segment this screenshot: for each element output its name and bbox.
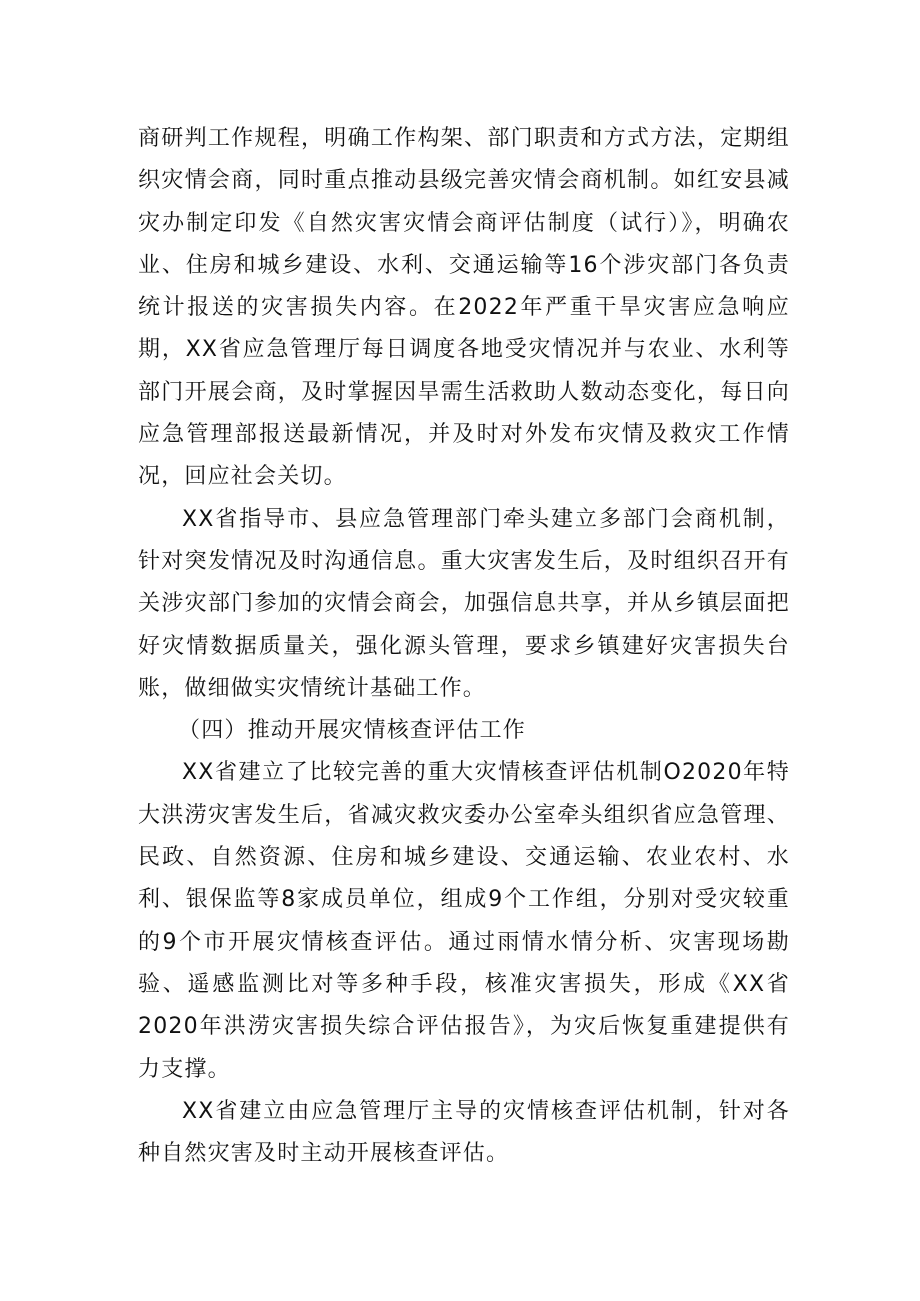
paragraph-verification-led: XX省建立由应急管理厅主导的灾情核查评估机制，针对各种自然灾害及时主动开展核查评估。 <box>138 1098 790 1167</box>
paragraph-continued: 商研判工作规程，明确工作构架、部门职责和方式方法，定期组织灾情会商，同时重点推动县级完善灾情会商机制。如红安县减灾办制定印发《自然灾害灾情会商评估制度（试行）》，明确农业、住房和城乡建设、水利、交通运输等16个涉灾部门各负责统计报送的灾害损失内容。在2022年严重干旱灾害应急响应期，XX省应急管理厅每日调度各地受灾情况并与农业、水利等部门开展会商，及时掌握因旱需生活救助人数动态变化，每日向应急管理部报送最新情况，并及时对外发布灾情及救灾工作情况，回应社会关切。 <box>138 126 790 490</box>
paragraph-consultation-mechanism: XX省指导市、县应急管理部门牵头建立多部门会商机制，针对突发情况及时沟通信息。重大灾害发生后，及时组织召开有关涉灾部门参加的灾情会商会，加强信息共享，并从乡镇层面把好灾情数据质量关，强化源头管理，要求乡镇建好灾害损失台账，做细做实灾情统计基础工作。 <box>138 506 790 701</box>
section-heading: （四）推动开展灾情核查评估工作 <box>178 718 527 744</box>
document-body <box>138 118 790 1175</box>
paragraph-verification-mechanism: XX省建立了比较完善的重大灾情核查评估机制O2020年特大洪涝灾害发生后，省减灾救灾委办公室牵头组织省应急管理、民政、自然资源、住房和城乡建设、交通运输、农业农村、水利、银保监等8家成员单位，组成9个工作组，分别对受灾较重的9个市开展灾情核查评估。通过雨情水情分析、灾害现场勘验、遥感监测比对等多种手段，核准灾害损失，形成《XX省2020年洪涝灾害损失综合评估报告》，为灾后恢复重建提供有力支撑。 <box>138 760 790 1082</box>
